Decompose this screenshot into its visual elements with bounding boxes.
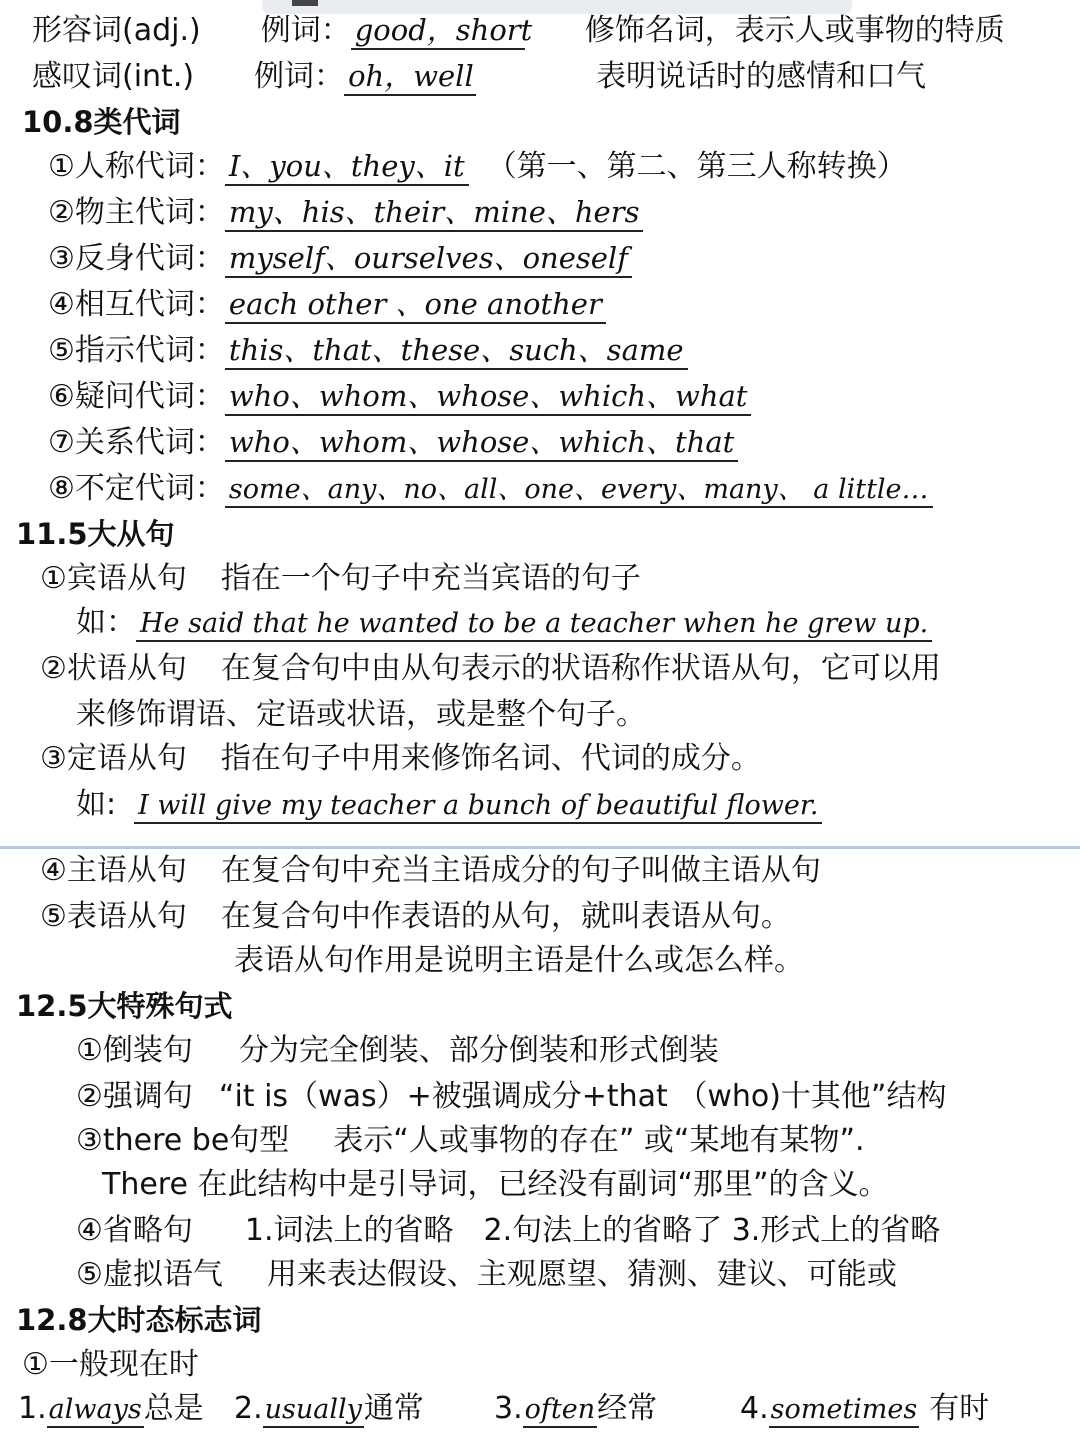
special-description: “it is（was）+被强调成分+that （who)十其他”结构	[218, 1079, 947, 1114]
special-description: 表示“人或事物的存在” 或“某地有某物”.	[333, 1123, 865, 1158]
special-label: ①倒装句	[76, 1033, 193, 1068]
example-prefix: 如：	[76, 605, 136, 640]
pronoun-item	[48, 426, 738, 462]
example-prefix: 例词：	[254, 59, 345, 94]
tense-word-meaning: 总是	[143, 1391, 204, 1426]
row-description: 修饰名词，表示人或事物的特质	[584, 13, 1005, 48]
pronoun-words: each other 、one another	[225, 288, 606, 324]
row-interjection	[32, 60, 926, 96]
clause-label: ②状语从句	[40, 651, 187, 686]
special-description: 用来表达假设、主观愿望、猜测、建议、可能或	[266, 1257, 897, 1292]
pronoun-words: this、that、these、such、same	[225, 334, 688, 370]
pronoun-item	[48, 196, 643, 232]
clause-description: 在复合句中由从句表示的状语称作状语从句，它可以用	[220, 651, 941, 686]
special-there-be	[76, 1124, 865, 1159]
clause-adverbial	[40, 652, 941, 687]
handwritten-words: oh，well	[344, 60, 476, 96]
special-label: ③there be句型	[76, 1123, 290, 1158]
special-there-be-continued: There 在此结构中是引导词，已经没有副词“那里”的含义。	[102, 1167, 889, 1202]
special-subjunctive	[76, 1258, 897, 1293]
tense-word: usually	[263, 1394, 364, 1428]
page-divider	[0, 846, 1080, 849]
pronoun-item	[48, 242, 632, 278]
section-heading-clauses: 11.5大从句	[16, 517, 175, 551]
pronoun-item	[48, 288, 606, 324]
pronoun-words: who、whom、whose、which、that	[225, 426, 738, 462]
pronoun-note: （第一、第二、第三人称转换）	[486, 149, 907, 184]
pronoun-label: ⑧不定代词：	[48, 471, 225, 506]
pronoun-words: I、you、they、it	[225, 150, 469, 186]
tense-word: always	[47, 1394, 144, 1428]
tense-word-2	[234, 1392, 424, 1428]
row-description: 表明说话时的感情和口气	[596, 59, 927, 94]
pronoun-label: ⑥疑问代词：	[48, 379, 225, 414]
clause-description: 在复合句中充当主语成分的句子叫做主语从句	[220, 853, 821, 888]
clause-label: ③定语从句	[40, 741, 187, 776]
section-heading-tense: 12.8大时态标志词	[16, 1303, 262, 1337]
top-bar-decoration	[262, 0, 852, 14]
clause-description: 在复合句中作表语的从句，就叫表语从句。	[220, 899, 791, 934]
clause-adverbial-continued: 来修饰谓语、定语或状语，或是整个句子。	[76, 697, 646, 732]
tense-word-number: 1.	[18, 1391, 47, 1426]
pronoun-words: myself、ourselves、oneself	[225, 242, 632, 278]
special-label: ②强调句	[76, 1079, 193, 1114]
special-label: ④省略句	[76, 1213, 193, 1248]
tense-word-meaning: 有时	[929, 1391, 990, 1426]
special-description: 1.词法上的省略 2.句法上的省略了 3.形式上的省略	[244, 1213, 941, 1248]
clause-description: 指在句子中用来修饰名词、代词的成分。	[220, 741, 761, 776]
clause-object-example	[76, 606, 932, 642]
tense-word: often	[523, 1394, 597, 1428]
example-sentence: He said that he wanted to be a teacher when he grew up.	[136, 608, 932, 642]
pronoun-label: ④相互代词：	[48, 287, 225, 322]
pronoun-label: ⑦关系代词：	[48, 425, 225, 460]
clause-subject	[40, 854, 821, 889]
special-inversion	[76, 1034, 719, 1069]
pronoun-item	[48, 380, 751, 416]
tense-word-3	[494, 1392, 657, 1428]
pronoun-label: ①人称代词：	[48, 149, 225, 184]
tense-word-4	[740, 1392, 989, 1428]
pronoun-item	[48, 472, 933, 508]
special-emphasis	[76, 1080, 946, 1115]
pronoun-item	[48, 150, 907, 186]
row-label: 感叹词(int.)	[32, 59, 195, 94]
pronoun-words: my、his、their、mine、hers	[225, 196, 644, 232]
example-prefix: 例词：	[260, 13, 351, 48]
section-heading-pronouns: 10.8类代词	[22, 105, 181, 139]
pronoun-words: who、whom、whose、which、what	[225, 380, 752, 416]
clause-object	[40, 562, 641, 597]
tense-subheading: ①一般现在时	[22, 1347, 199, 1382]
clause-attributive	[40, 742, 761, 777]
tense-word-meaning: 经常	[597, 1391, 658, 1426]
clause-predicative-continued: 表语从句作用是说明主语是什么或怎么样。	[234, 943, 804, 978]
clause-label: ⑤表语从句	[40, 899, 187, 934]
clause-attributive-example	[76, 788, 822, 824]
row-label: 形容词(adj.)	[32, 13, 201, 48]
special-description: 分为完全倒装、部分倒装和形式倒装	[238, 1033, 719, 1068]
pronoun-words: some、any、no、all、one、every、many、 a little…	[225, 474, 933, 508]
example-prefix: 如:	[76, 787, 117, 822]
tense-word-number: 4.	[740, 1391, 769, 1426]
section-heading-special: 12.5大特殊句式	[16, 989, 233, 1023]
tense-word: sometimes	[769, 1394, 920, 1428]
tense-word-number: 2.	[234, 1391, 263, 1426]
top-tick-mark	[292, 0, 318, 6]
pronoun-label: ②物主代词：	[48, 195, 225, 230]
special-label: ⑤虚拟语气	[76, 1257, 223, 1292]
tense-word-1	[18, 1392, 204, 1428]
row-adjective	[32, 14, 1005, 50]
special-ellipsis	[76, 1214, 940, 1249]
pronoun-label: ③反身代词：	[48, 241, 225, 276]
clause-description: 指在一个句子中充当宾语的句子	[220, 561, 641, 596]
tense-word-meaning: 通常	[363, 1391, 424, 1426]
tense-word-number: 3.	[494, 1391, 523, 1426]
clause-label: ④主语从句	[40, 853, 187, 888]
example-sentence: I will give my teacher a bunch of beautiful flower.	[134, 790, 822, 824]
pronoun-label: ⑤指示代词：	[48, 333, 225, 368]
clause-label: ①宾语从句	[40, 561, 187, 596]
handwritten-words: good，short	[351, 14, 525, 50]
pronoun-item	[48, 334, 688, 370]
clause-predicative	[40, 900, 791, 935]
